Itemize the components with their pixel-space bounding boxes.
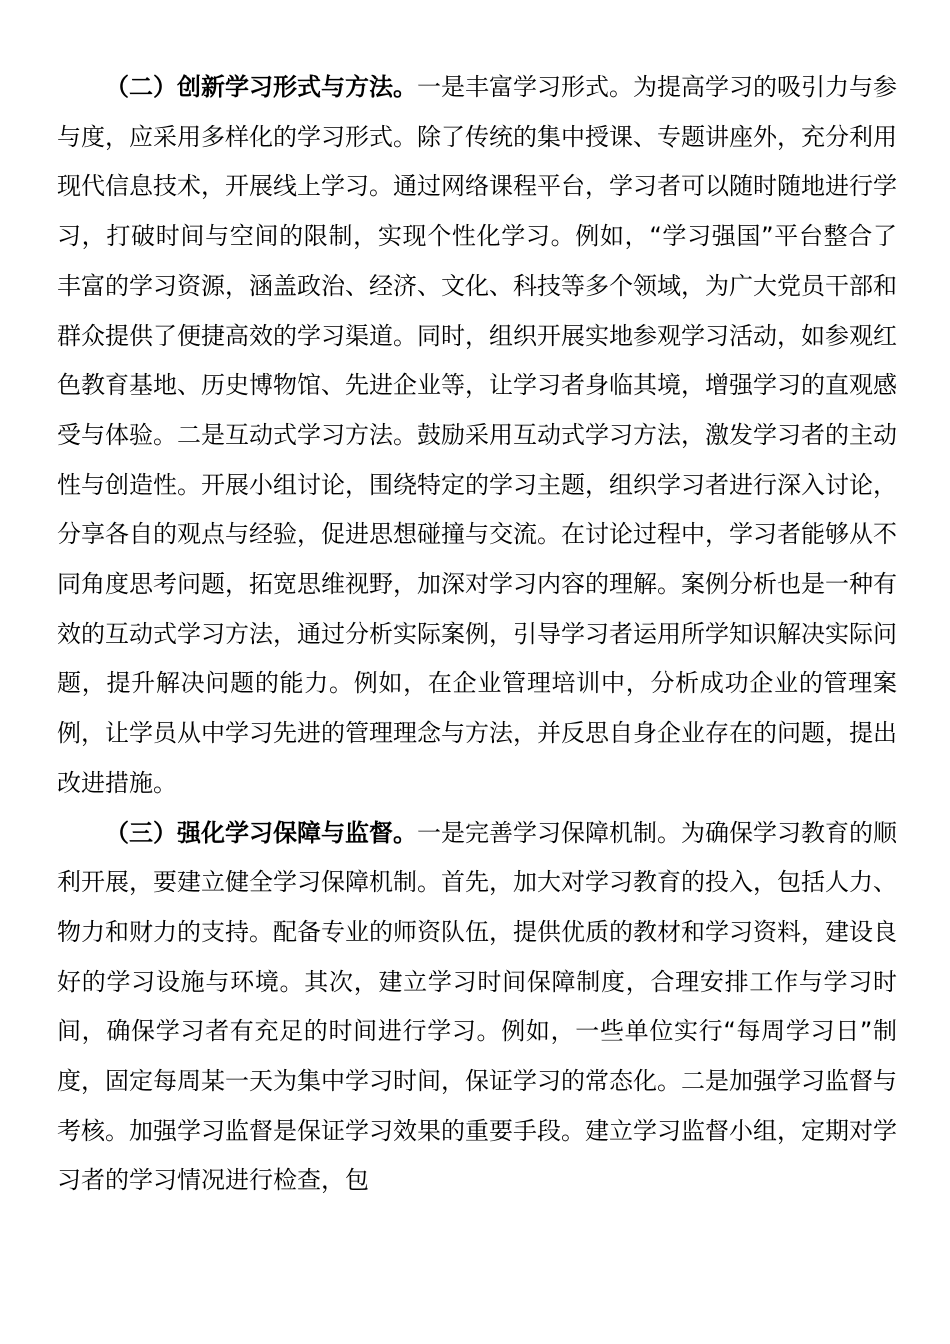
paragraph-heading: （三）强化学习保障与监督。 [105,818,417,847]
document-body [57,63,897,1206]
paragraph-heading: （二）创新学习形式与方法。 [105,73,417,101]
paragraph-body: 一是丰富学习形式。为提高学习的吸引力与参与度，应采用多样化的学习形式。除了传统的集中授课、专题讲座外，充分利用现代信息技术，开展线上学习。通过网络课程平台，学习者可以随时随地进行学习，打破时间与空间的限制，实现个性化学习。例如，“学习强国”平台整合了丰富的学习资源，涵盖政治、经济、文化、科技等多个领域，为广大党员干部和群众提供了便捷高效的学习渠道。同时，组织开展实地参观学习活动，如参观红色教育基地、历史博物馆、先进企业等，让学习者身临其境，增强学习的直观感受与体验。二是互动式学习方法。鼓励采用互动式学习方法，激发学习者的主动性与创造性。开展小组讨论，围绕特定的学习主题，组织学习者进行深入讨论，分享各自的观点与经验，促进思想碰撞与交流。在讨论过程中，学习者能够从不同角度思考问题，拓宽思维视野，加深对学习内容的理解。案例分析也是一种有效的互动式学习方法，通过分析实际案例，引导学习者运用所学知识解决实际问题，提升解决问题的能力。例如，在企业管理培训中，分析成功企业的管理案例，让学员从中学习先进的管理理念与方法，并反思自身企业存在的问题，提出改进措施。 [57,73,897,797]
paragraph-body: 一是完善学习保障机制。为确保学习教育的顺利开展，要建立健全学习保障机制。首先，加大对学习教育的投入，包括人力、物力和财力的支持。配备专业的师资队伍，提供优质的教材和学习资料，建设良好的学习设施与环境。其次，建立学习时间保障制度，合理安排工作与学习时间，确保学习者有充足的时间进行学习。例如，一些单位实行“每周学习日”制度，固定每周某一天为集中学习时间，保证学习的常态化。二是加强学习监督与考核。加强学习监督是保证学习效果的重要手段。建立学习监督小组，定期对学习者的学习情况进行检查，包 [57,818,897,1195]
paragraph-innovate-learning [57,63,897,809]
paragraph-strengthen-guarantee [57,809,897,1207]
